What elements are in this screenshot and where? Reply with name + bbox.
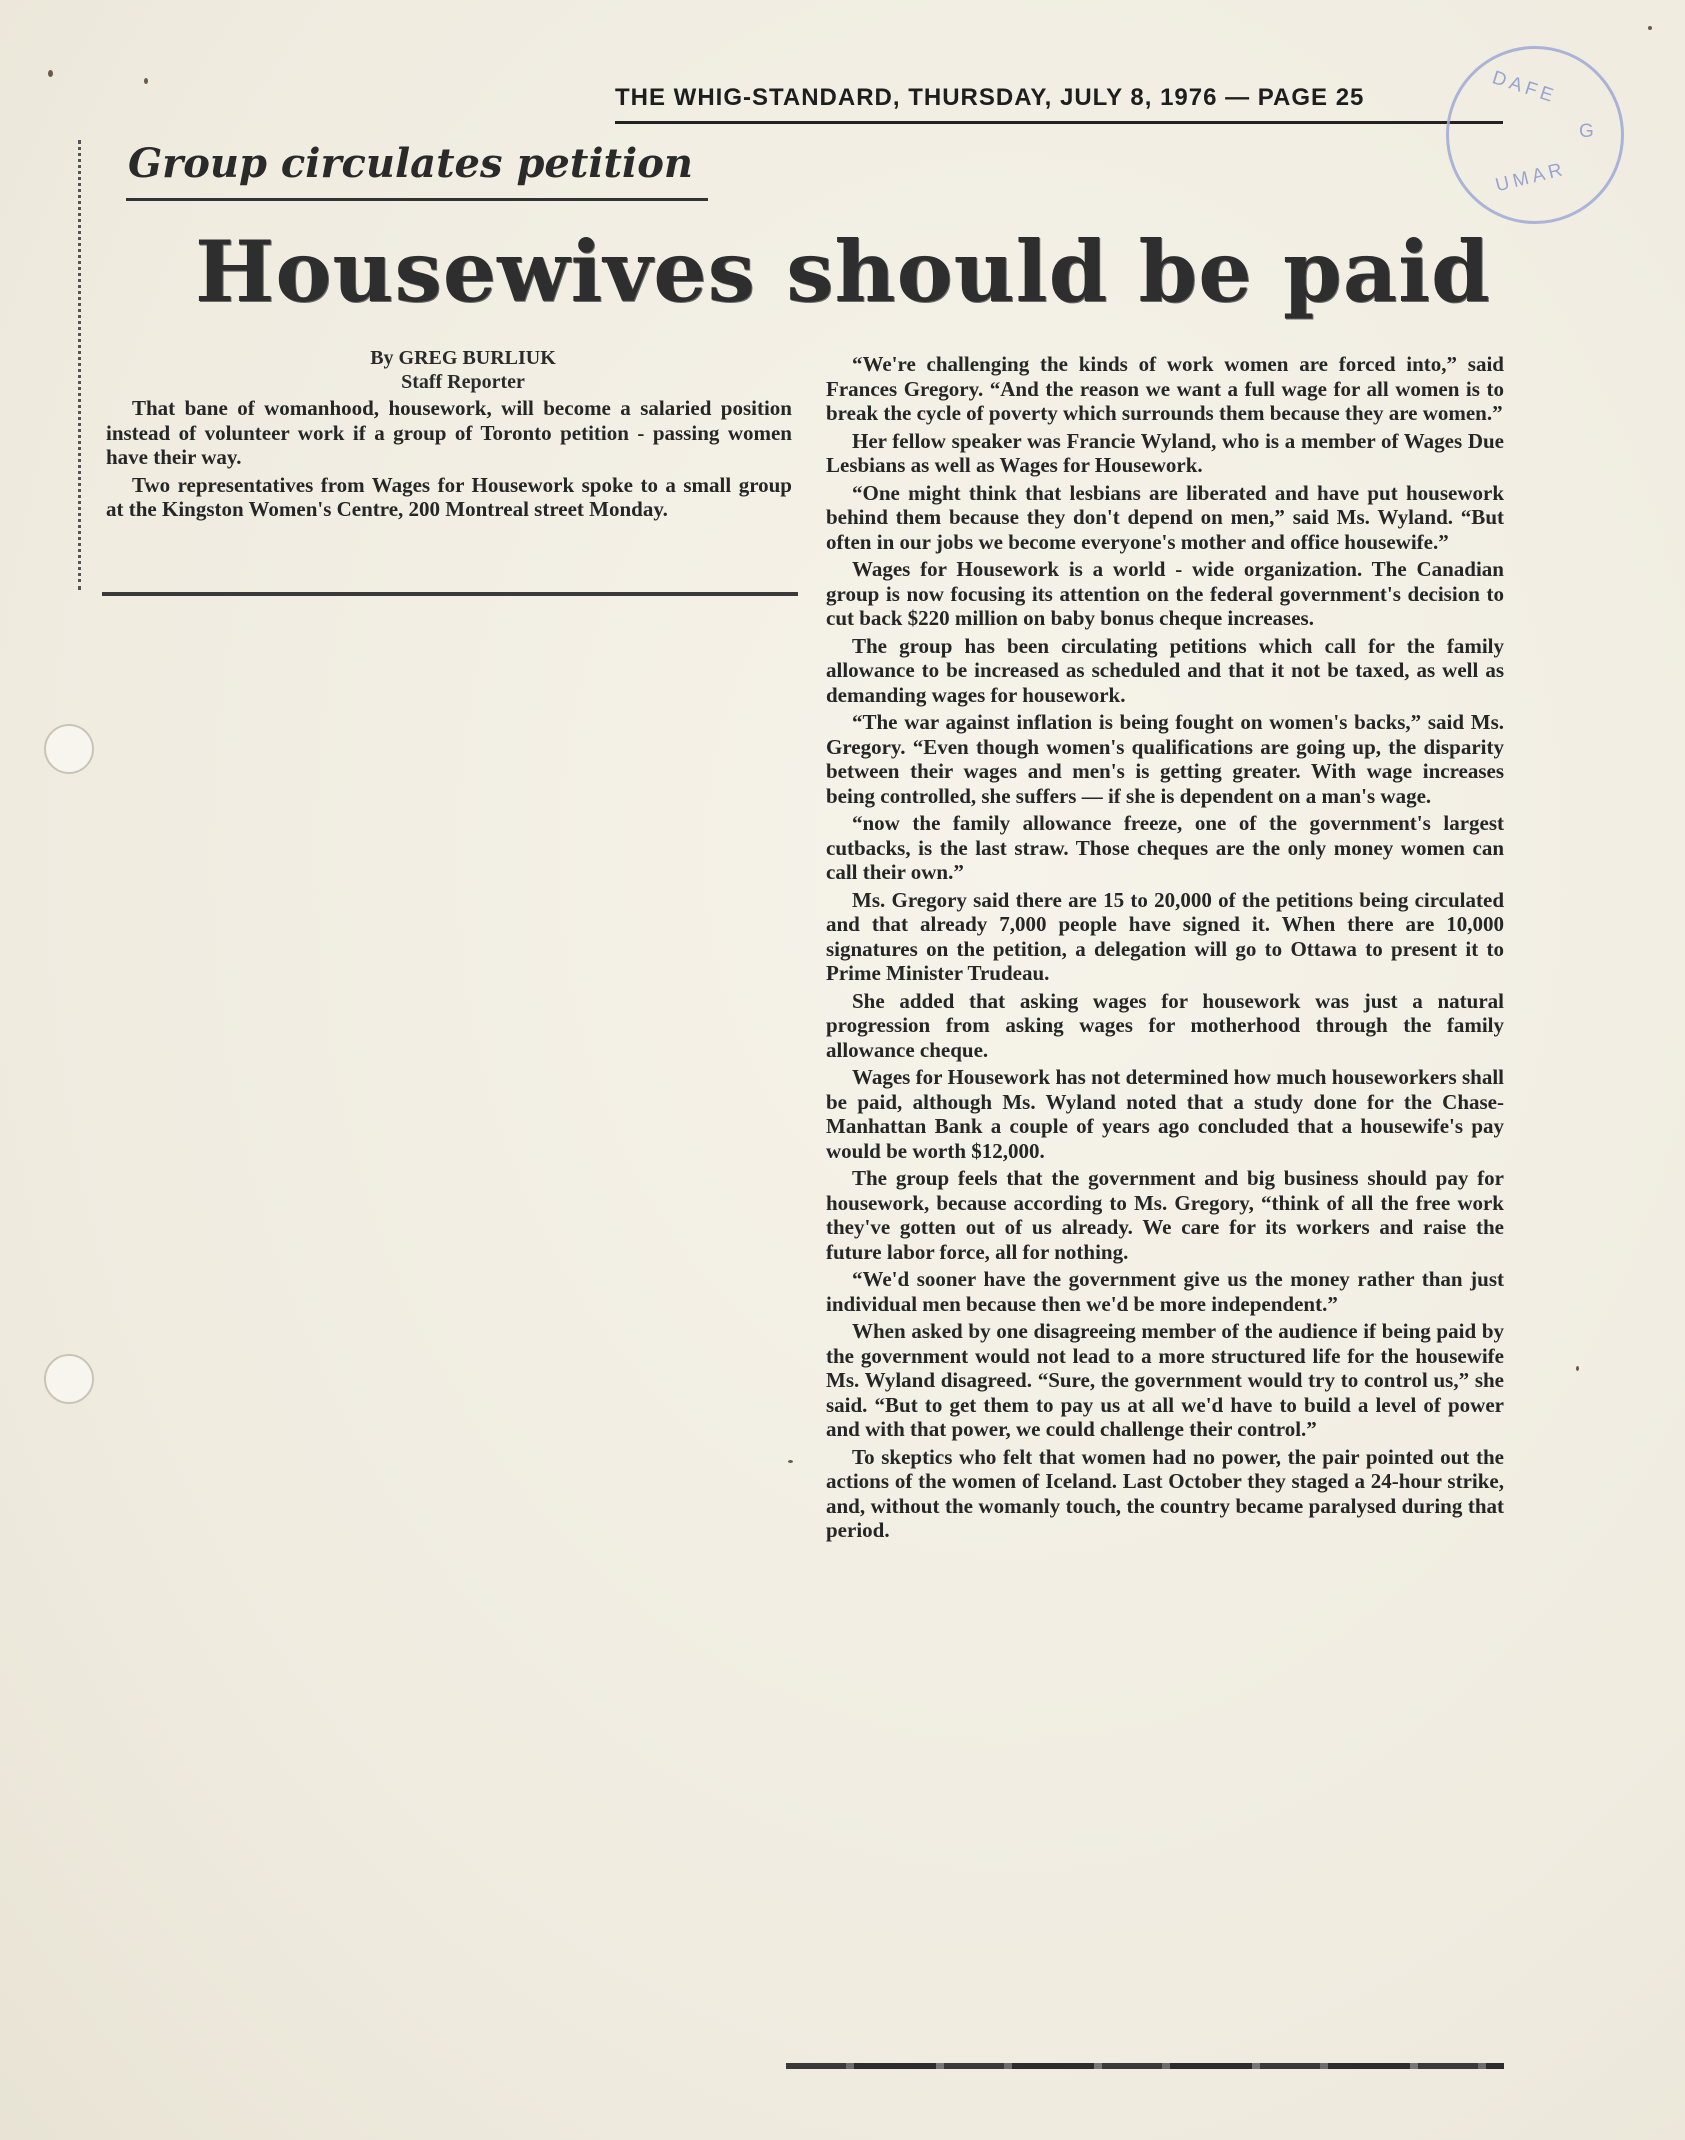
paper-speck <box>1576 1366 1579 1371</box>
paragraph: “now the family allowance freeze, one of the government's largest cutbacks, is the last straw. Those cheques are the only money women can call their own.” <box>826 811 1504 884</box>
column-end-rule <box>102 592 798 596</box>
kicker-heading: Group circulates petition <box>128 140 693 187</box>
paragraph: Her fellow speaker was Francie Wyland, who is a member of Wages Due Lesbians as well as Wages for Housework. <box>826 428 1504 477</box>
article-right-column <box>826 352 1504 1546</box>
stamp-text-top: DAFE <box>1489 67 1560 108</box>
byline-role: Staff Reporter <box>401 371 525 393</box>
paragraph: Wages for Housework is a world - wide organization. The Canadian group is now focusing its attention on the federal government's decision to cut back $220 million on baby bonus cheque increases. <box>826 557 1504 630</box>
byline <box>128 346 798 394</box>
paper-speck <box>788 1460 793 1463</box>
dotted-margin-rule <box>78 140 81 590</box>
paragraph: She added that asking wages for housework was just a natural progression from asking wages for motherhood through the family allowance cheque. <box>826 988 1504 1062</box>
paragraph: “The war against inflation is being fought on women's backs,” said Ms. Gregory. “Even though women's qualifications are going up, the disparity between their wages and men's is getting greater. With wage increases being controlled, she suffers — if she is dependent on a man's wage. <box>826 710 1504 808</box>
stamp-text-bottom: UMAR <box>1493 158 1569 197</box>
paragraph: Two representatives from Wages for Housework spoke to a small group at the Kingston Women's Centre, 200 Montreal street Monday. <box>106 472 792 521</box>
paragraph: The group has been circulating petitions which call for the family allowance to be increased as scheduled and that it not be taxed, as well as demanding wages for housework. <box>826 633 1504 707</box>
paragraph: “One might think that lesbians are liberated and have put housework behind them because they don't depend on men,” said Ms. Wyland. “But often in our jobs we become everyone's mother and office housewife.” <box>826 480 1504 554</box>
paper-speck <box>144 78 148 84</box>
byline-author: By GREG BURLIUK <box>370 347 556 369</box>
paragraph: That bane of womanhood, housework, will become a salaried position instead of volunteer work if a group of Toronto petition - passing women have their way. <box>106 396 792 469</box>
punch-hole <box>44 1354 94 1404</box>
paragraph: Ms. Gregory said there are 15 to 20,000 of the petitions being circulated and that already 7,000 people have signed it. When there are 10,000 signatures on the petition, a delegation will go to Ottawa to present it to Prime Minister Trudeau. <box>826 887 1504 985</box>
paragraph: “We'd sooner have the government give us the money rather than just individual men because then we'd be more independent.” <box>826 1267 1504 1316</box>
punch-hole <box>44 724 94 774</box>
folio-rule <box>615 121 1503 124</box>
kicker-rule <box>126 198 708 201</box>
stamp-text-side: G <box>1579 121 1598 142</box>
paragraph: “We're challenging the kinds of work women are forced into,” said Frances Gregory. “And the reason we want a full wage for all women is to break the cycle of poverty which surrounds them because they are women.” <box>826 352 1504 425</box>
archive-stamp <box>1446 46 1624 224</box>
article-left-column <box>106 396 792 525</box>
paper-speck <box>48 70 53 77</box>
paragraph: The group feels that the government and big business should pay for housework, because according to Ms. Gregory, “think of all the free work they've gotten out of us already. We care for its workers and raise the future labor force, all for nothing. <box>826 1166 1504 1264</box>
paper-speck <box>1648 26 1652 30</box>
article-end-rule <box>786 2063 1504 2069</box>
paragraph: When asked by one disagreeing member of the audience if being paid by the government would not lead to a more structured life for the housewife Ms. Wyland disagreed. “Sure, the government would try to control us,” she said. “But to get them to pay us at all we'd have to build a level of power and with that power, we could challenge their control.” <box>826 1319 1504 1441</box>
newspaper-folio: THE WHIG-STANDARD, THURSDAY, JULY 8, 1976 — PAGE 25 <box>615 84 1365 111</box>
paragraph: To skeptics who felt that women had no power, the pair pointed out the actions of the women of Iceland. Last October they staged a 24-hour strike, and, without the womanly touch, the country became paralysed during that period. <box>826 1444 1504 1542</box>
headline: Housewives should be paid <box>195 222 1491 321</box>
paragraph: Wages for Housework has not determined how much houseworkers shall be paid, although Ms. Wyland noted that a study done for the Chase-Manhattan Bank a couple of years ago concluded that a housewife's pay would be worth $12,000. <box>826 1065 1504 1163</box>
